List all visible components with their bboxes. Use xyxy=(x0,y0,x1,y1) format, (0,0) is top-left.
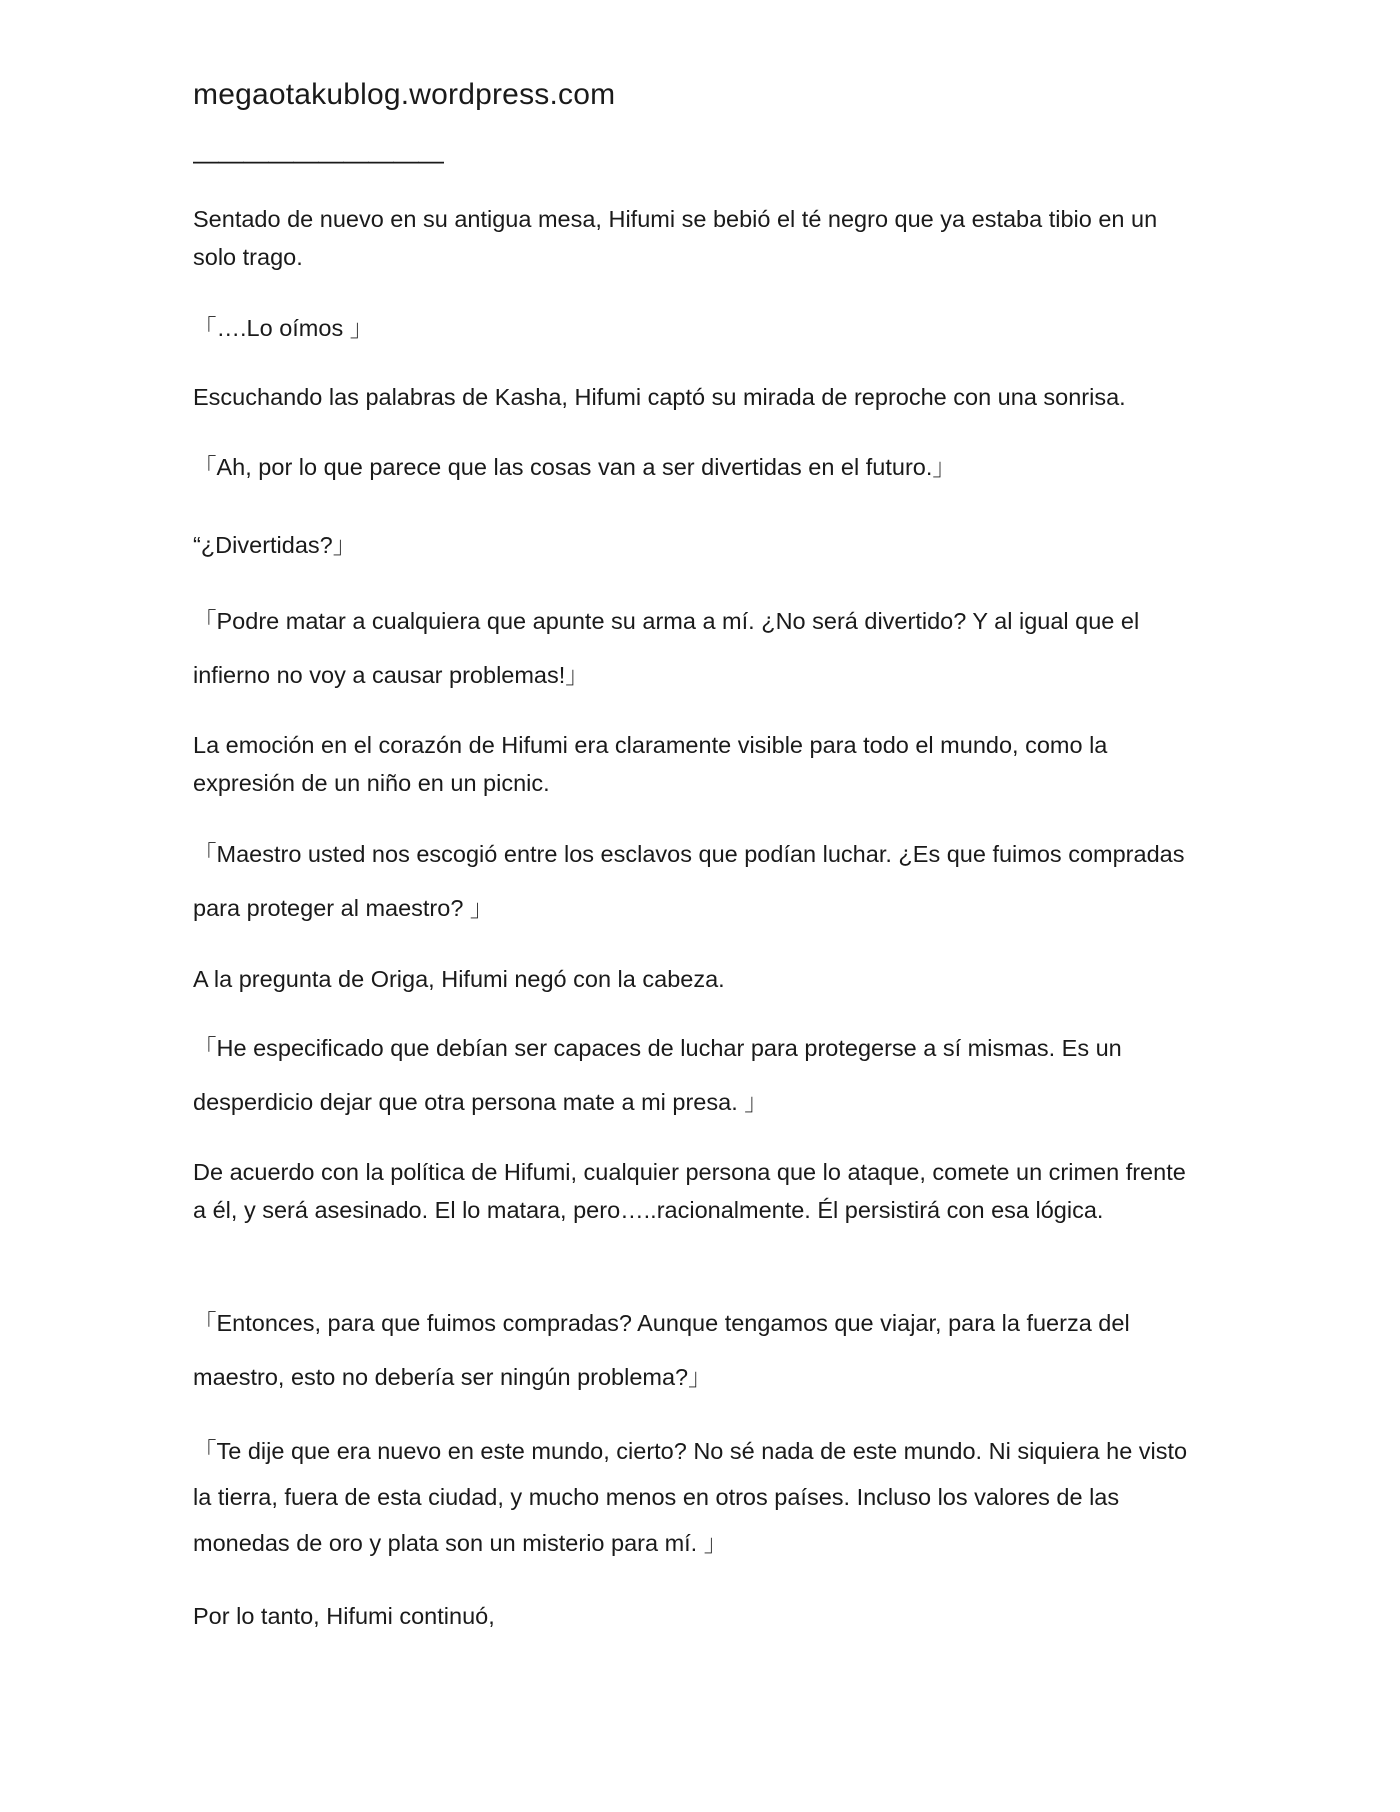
paragraph: Sentado de nuevo en su antigua mesa, Hifumi se bebió el té negro que ya estaba tibio en un solo trago. xyxy=(193,206,1158,270)
separator-line: —————————— xyxy=(193,145,443,175)
dialogue: “¿Divertidas?」 xyxy=(193,532,357,558)
paragraph: De acuerdo con la política de Hifumi, cualquier persona que lo ataque, comete un crimen frente a él, y será asesinado. El lo matara, pero…..racionalmente. Él persistirá con esa lógica. xyxy=(193,1159,1186,1223)
dialogue: 「….Lo oímos 」 xyxy=(193,315,374,341)
paragraph: A la pregunta de Origa, Hifumi negó con la cabeza. xyxy=(193,966,725,992)
dialogue: 「He especificado que debían ser capaces de luchar para protegerse a sí mismas. Es un desperdicio dejar que otra persona mate a mi presa. 」 xyxy=(193,1035,1122,1115)
dialogue: 「Entonces, para que fuimos compradas? Aunque tengamos que viajar, para la fuerza del maestro, esto no debería ser ningún problema?」 xyxy=(193,1310,1130,1390)
site-header: megaotakublog.wordpress.com xyxy=(193,78,616,111)
dialogue: 「Ah, por lo que parece que las cosas van a ser divertidas en el futuro.」 xyxy=(193,454,956,480)
paragraph: Escuchando las palabras de Kasha, Hifumi captó su mirada de reproche con una sonrisa. xyxy=(193,384,1126,410)
paragraph: Por lo tanto, Hifumi continuó, xyxy=(193,1603,495,1629)
paragraph: La emoción en el corazón de Hifumi era claramente visible para todo el mundo, como la expresión de un niño en un picnic. xyxy=(193,732,1108,796)
dialogue: 「Te dije que era nuevo en este mundo, cierto? No sé nada de este mundo. Ni siquiera he visto la tierra, fuera de esta ciudad, y mucho menos en otros países. Incluso los valores de las monedas de oro y plata son un misterio para mí. 」 xyxy=(193,1438,1188,1556)
dialogue: 「Maestro usted nos escogió entre los esclavos que podían luchar. ¿Es que fuimos compradas para proteger al maestro? 」 xyxy=(193,841,1185,921)
dialogue: 「Podre matar a cualquiera que apunte su arma a mí. ¿No será divertido? Y al igual que el infierno no voy a causar problemas!」 xyxy=(193,608,1140,688)
